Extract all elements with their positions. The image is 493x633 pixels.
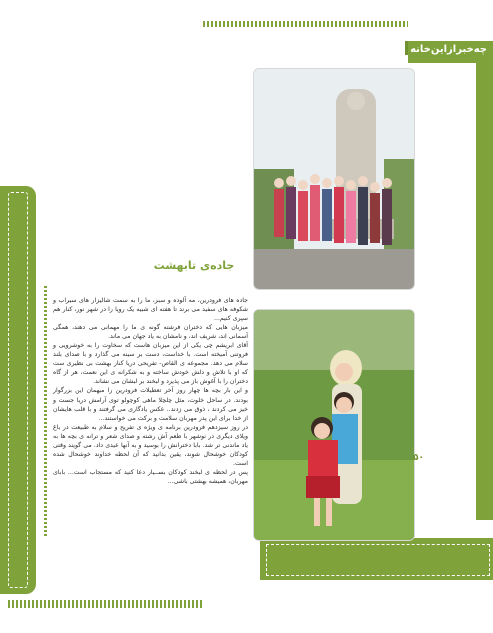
article-title: جاده‌ی تابهشت	[153, 259, 235, 272]
dashed-border	[8, 192, 28, 588]
article-paragraph: جاده های فرودرین، مه آلوده و سبز، ما را به سمت شالیزار های سیراب و شکوفه های سفید می برند تا هفته ای شبیه یک رویا را در شهر نور، کنار هم سپری کنیم...	[53, 297, 248, 323]
page-number: ۵۰	[413, 453, 424, 463]
decorative-stripe-bottom	[8, 600, 204, 608]
right-margin-band	[476, 60, 493, 520]
girls-photo-illustration	[254, 310, 414, 540]
group-photo	[253, 68, 415, 290]
group-photo-illustration	[254, 69, 414, 289]
article-body	[53, 296, 248, 486]
article-paragraph: پس در لحظه ی لبخند کودکان بســیار دعا کنید که مستجاب است... بابای مهربان، همیشه بهشتی باشی...	[53, 468, 248, 485]
decorative-stripe-top	[203, 21, 408, 27]
article-paragraph: میزبان هایی که دختران فرشته گونه ی ما را مهمانی می دهند، همگی آسمانی اند، شریف اند، و نامشان به یاد جهان می ماند.	[53, 324, 248, 341]
bottom-dashed-border	[266, 544, 490, 576]
article-paragraph: آقای ابریشم چی یکی از این میزبان هاست که سخاوت را به خوشرویی و فروتنی آمیخته است. با خداست، دست بر سینه می گذارد و با صدای بلند سلام می دهد. مجموعه ی القاص- تفریحی دریا کنار بهشت بی نظیری ست که او با تلاش و دلش خودش ساخته و به شکرانه ی این نعمت، هر از گاه دختران را با آغوش باز می پذیرد و لبخند بر لبشان می نشاند.	[53, 342, 248, 386]
decorative-stripe-vertical	[44, 286, 47, 538]
section-title: چه‌خبرازاین‌خانه	[410, 44, 487, 55]
girls-photo	[253, 309, 415, 541]
left-decorative-panel	[0, 186, 36, 594]
article-paragraph: در روز سیزدهم فرودرین برنامه ی ویژه ی تفریح و سلام به طبیعت در باغ ویلای دیگری در نوشهر با طعم آش رشته و صدای شعر و ترانه ی بچه ها به یاد ماندنی تر شد. بابا دخترانش را بوسید و به آنها عیدی داد. می گویند وقتی کودکان خوشحال شوند، یقین بدانید که آن لحظه خداوند خوشحال شده است.	[53, 423, 248, 467]
article-paragraph: و این بار بچه ها چهار روز آخر تعطیلات فرودرین را میهمان این بزرگوار بودند. در ساحل خلوت، مثل چلچلا ماهی کوچولو توی آرامش دریا جست و خیز می کردند ، ذوق می زدند.. عکس یادگاری می گرفتند و با قلب هایشان از خدا برای این پدر مهربان سلامت و برکت می خواستند...	[53, 387, 248, 422]
